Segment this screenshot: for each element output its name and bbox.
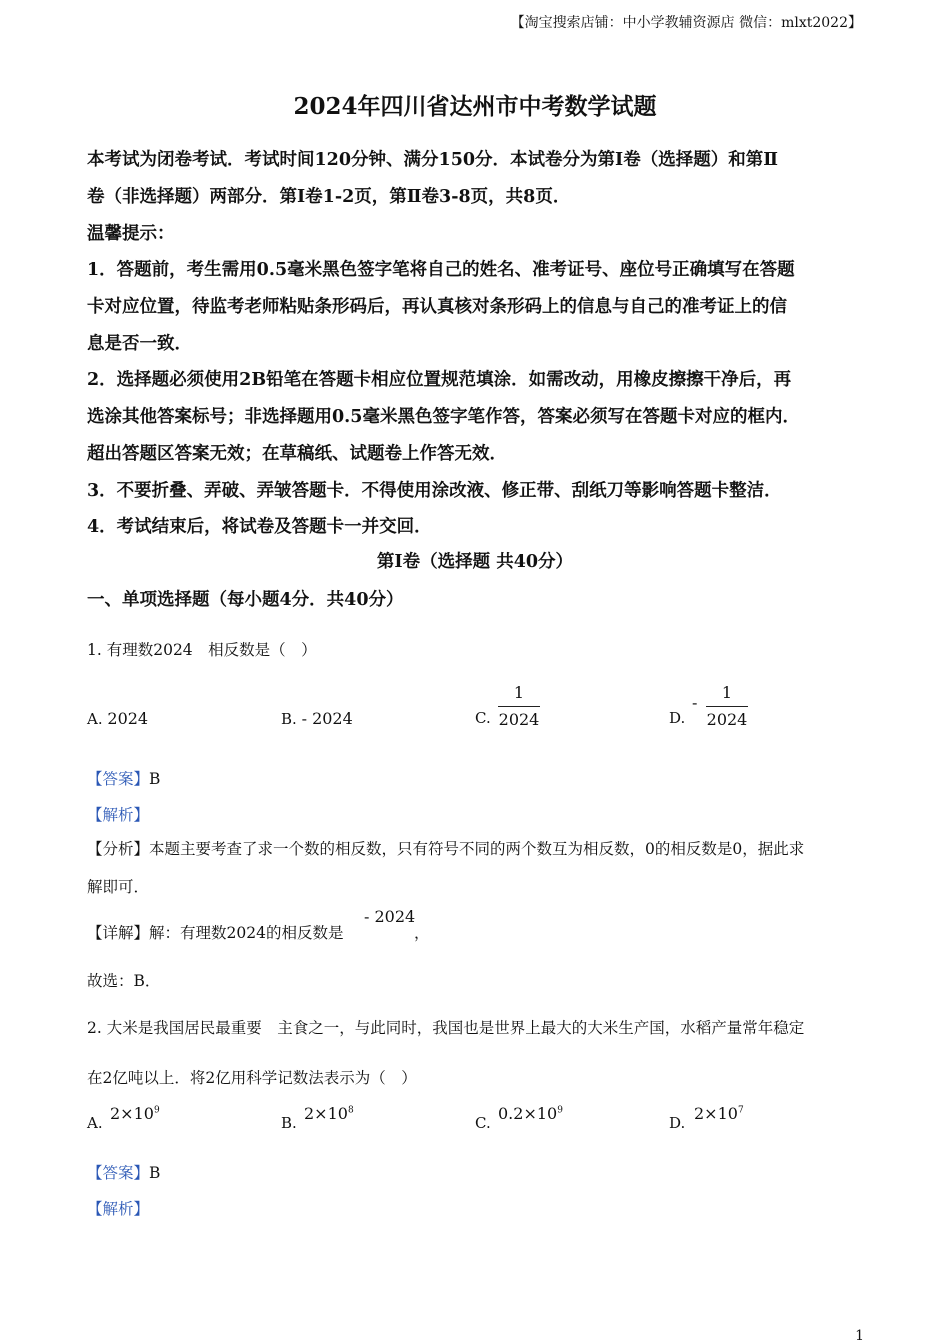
- fraction-bar: [706, 706, 748, 707]
- answer-value: B: [149, 770, 161, 788]
- section1-title: 一、单项选择题（每小题4分．共40分）: [87, 590, 404, 610]
- q1-option-d-label: D.: [669, 709, 686, 727]
- detail-text: 解：有理数2024的相反数是: [149, 924, 344, 942]
- option-value: - 2024: [301, 709, 353, 728]
- q1-detail-end: ，: [414, 924, 430, 942]
- sci-exponent: 9: [557, 1105, 563, 1116]
- part1-title: 第Ⅰ卷（选择题 共40分）: [376, 552, 574, 572]
- q1-option-d-fraction: [706, 682, 748, 731]
- fraction-denominator: 2024: [706, 710, 748, 729]
- answer-value: B: [149, 1164, 161, 1182]
- sci-base: 2×10: [694, 1104, 738, 1123]
- q2-stem-line1: 2. 大米是我国居民最重要 主食之一，与此同时，我国也是世界上最大的大米生产国，水稻产量常年稳定: [87, 1019, 805, 1037]
- q1-conclusion: 故选：B．: [87, 972, 161, 990]
- intro-line: 选涂其他答案标号；非选择题用0.5毫米黑色签字笔作答，答案必须写在答题卡对应的框内．: [87, 407, 800, 427]
- q1-detail-value: - 2024: [364, 907, 416, 926]
- fraction-numerator: 1: [721, 683, 733, 702]
- intro-line: 息是否一致．: [87, 334, 192, 354]
- q1-detail: [87, 921, 343, 943]
- q1-option-b: [281, 709, 353, 728]
- sci-exponent: 7: [737, 1105, 744, 1116]
- intro-line: 3．不要折叠、弄破、弄皱答题卡．不得使用涂改液、修正带、刮纸刀等影响答题卡整洁．: [87, 481, 782, 501]
- option-label: A.: [87, 710, 103, 728]
- header-note: 【淘宝搜索店铺：中小学教辅资源店 微信：mlxt2022】: [510, 15, 862, 31]
- tips-heading: 温馨提示：: [87, 224, 175, 244]
- fraction-numerator: 1: [513, 683, 525, 702]
- fenxi-text: 本题主要考查了求一个数的相反数，只有符号不同的两个数互为相反数，0的相反数是0，据此求: [149, 840, 805, 858]
- q1-option-c-label: C.: [475, 709, 491, 727]
- intro-line: 4．考试结束后，将试卷及答题卡一并交回．: [87, 517, 432, 537]
- option-value: 2024: [107, 709, 149, 728]
- q1-answer: [87, 767, 160, 789]
- answer-tag: 【答案】: [87, 770, 150, 788]
- page-number: 1: [855, 1328, 864, 1344]
- fraction-bar: [498, 706, 540, 707]
- sci-exponent: 8: [347, 1105, 354, 1116]
- sci-base: 2×10: [304, 1104, 348, 1123]
- page-title: 2024年四川省达州市中考数学试题: [293, 93, 657, 120]
- intro-line: 超出答题区答案无效；在草稿纸、试题卷上作答无效．: [87, 444, 507, 464]
- option-label: B.: [281, 710, 297, 728]
- q2-option-a-value: [110, 1104, 160, 1123]
- q1-analysis-tag: 【解析】: [87, 806, 150, 824]
- q2-option-c-label: C.: [475, 1114, 491, 1132]
- q2-option-a-label: A.: [87, 1114, 103, 1132]
- sci-exponent: 9: [153, 1105, 160, 1116]
- answer-tag: 【答案】: [87, 1164, 150, 1182]
- intro-line: 本考试为闭卷考试．考试时间120分钟、满分150分．本试卷分为第Ⅰ卷（选择题）和第Ⅱ: [87, 150, 778, 170]
- intro-line: 1．答题前，考生需用0.5毫米黑色签字笔将自己的姓名、准考证号、座位号正确填写在答题: [87, 260, 795, 280]
- fraction-denominator: 2024: [498, 710, 540, 729]
- q2-option-c-value: [498, 1104, 563, 1123]
- intro-line: 卡对应位置，待监考老师粘贴条形码后，再认真核对条形码上的信息与自己的准考证上的信: [87, 297, 787, 317]
- sci-base: 0.2×10: [498, 1104, 558, 1123]
- intro-line: 卷（非选择题）两部分．第Ⅰ卷1-2页，第Ⅱ卷3-8页，共8页．: [87, 187, 571, 207]
- q2-analysis-tag: 【解析】: [87, 1200, 150, 1218]
- q2-option-b-value: [304, 1104, 354, 1123]
- detail-tag: 【详解】: [87, 924, 150, 942]
- q2-answer: [87, 1161, 160, 1183]
- q1-option-c-fraction: [498, 682, 540, 731]
- q2-option-d-label: D.: [669, 1114, 686, 1132]
- q1-fenxi-line2: 解即可．: [87, 878, 150, 896]
- fenxi-tag: 【分析】: [87, 840, 150, 858]
- q2-option-d-value: [694, 1104, 744, 1123]
- q2-option-b-label: B.: [281, 1114, 297, 1132]
- q1-option-a: [87, 709, 148, 728]
- intro-line: 2．选择题必须使用2B铅笔在答题卡相应位置规范填涂．如需改动，用橡皮擦擦干净后，再: [87, 370, 792, 390]
- q1-stem: 1. 有理数2024 相反数是（ ）: [87, 641, 317, 659]
- sci-base: 2×10: [110, 1104, 154, 1123]
- q1-option-d-sign: -: [692, 693, 698, 712]
- q2-stem-line2: 在2亿吨以上．将2亿用科学记数法表示为（ ）: [87, 1069, 417, 1087]
- q1-fenxi: [87, 837, 804, 859]
